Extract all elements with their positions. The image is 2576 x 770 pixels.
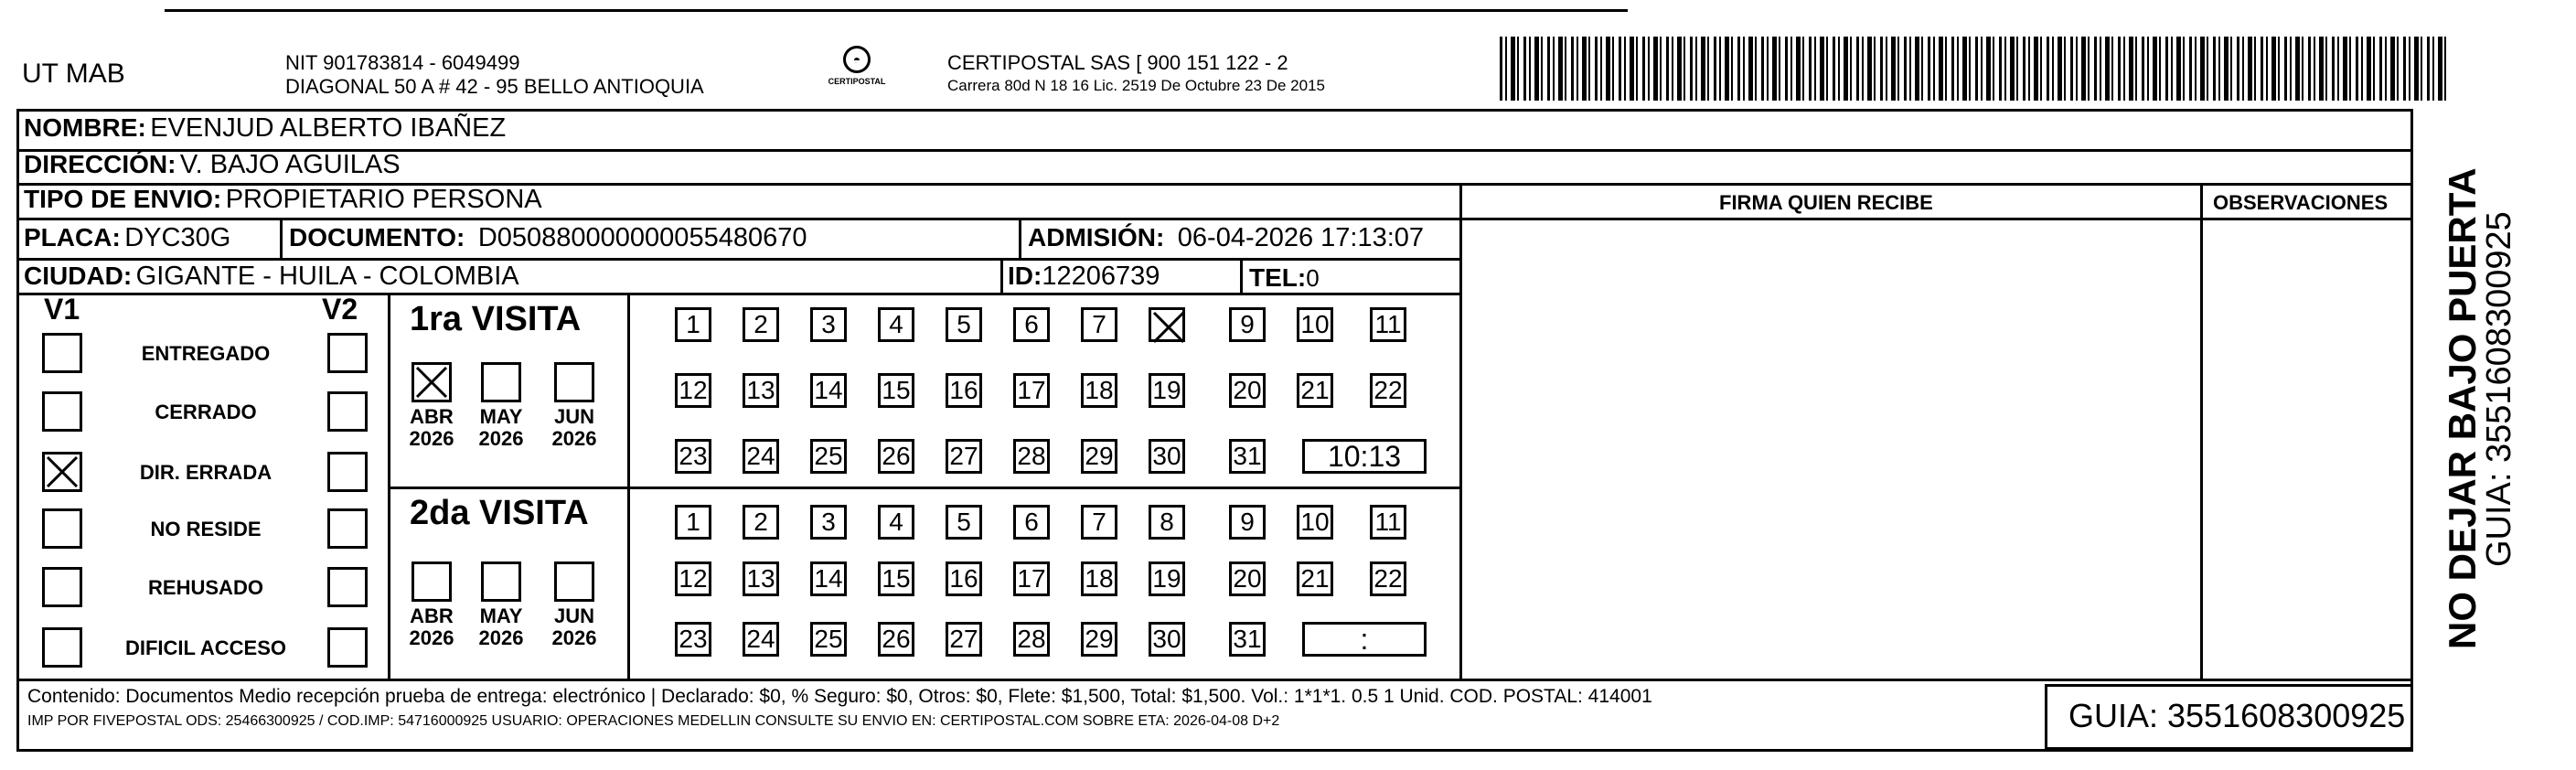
month-label: ABR 2026 [409,405,454,450]
day-box[interactable]: 1 [675,505,711,540]
status-label: DIFICIL ACCESO [124,636,286,659]
day-box[interactable]: 12 [675,561,711,596]
day-box[interactable]: 30 [1149,622,1185,657]
v1-checkbox[interactable] [42,333,82,373]
day-box[interactable]: 14 [810,373,847,408]
tel-row [1249,263,1320,293]
x-mark-icon [414,365,449,400]
day-box[interactable]: 10 [1297,307,1333,342]
day-box[interactable]: 5 [946,505,982,540]
day-box[interactable]: 13 [743,561,779,596]
placa-label: PLACA: [24,223,121,251]
v1-checkbox[interactable] [42,627,82,668]
month-label: ABR 2026 [409,604,454,649]
month-label: JUN 2026 [551,405,597,450]
footer-line-2: IMP POR FIVEPOSTAL ODS: 25466300925 / COD.IMP: 54716000925 USUARIO: OPERACIONES MEDELLIN CONSULTE SU ENVIO EN: CERTIPOSTAL.COM SOBRE ETA: 2026-04-08 D+2 [27,713,1280,729]
day-box[interactable]: 18 [1081,561,1117,596]
day-box[interactable]: 10 [1297,505,1333,540]
tel-value: 0 [1306,264,1320,292]
status-label: DIR. ERRADA [139,461,273,484]
day-box[interactable]: 27 [946,439,982,474]
top-rule [165,9,1628,12]
month-label: MAY 2026 [478,604,524,649]
logo-mark-icon: ◓ [843,46,871,73]
side-guia: GUIA: 3551608300925 [2480,211,2518,567]
day-box[interactable]: 16 [946,373,982,408]
cert-title: CERTIPOSTAL SAS [ 900 151 122 - 2 [947,51,1288,74]
day-box[interactable]: 19 [1149,373,1185,408]
day-box[interactable]: 2 [743,505,779,540]
day-box[interactable]: 17 [1013,561,1050,596]
day-box[interactable]: 1 [675,307,711,342]
day-box[interactable]: 31 [1229,439,1266,474]
barcode [1500,37,2451,101]
side-warning: NO DEJAR BAJO PUERTA [2441,167,2484,649]
day-box[interactable]: 15 [878,561,914,596]
month-checkbox[interactable] [554,561,594,602]
day-box[interactable]: 7 [1081,307,1117,342]
day-box[interactable]: 19 [1149,561,1185,596]
month-checkbox[interactable] [412,561,452,602]
documento-label: DOCUMENTO: [289,223,465,251]
footer-line-1: Contenido: Documentos Medio recepción prueba de entrega: electrónico | Declarado: $0, % Seguro: $0, Otros: $0, Flete: $1,500, Total: $1,500. Vol.: 1*1*1. 0.5 1 Unid. COD. POSTAL: 414001 [27,686,1652,707]
v2-checkbox[interactable] [327,391,368,432]
x-mark-icon [1151,310,1186,345]
tipo-value: PROPIETARIO PERSONA [225,185,542,214]
month-label: JUN 2026 [551,604,597,649]
placa-row [24,223,230,253]
day-box[interactable]: 13 [743,373,779,408]
nombre-value: EVENJUD ALBERTO IBAÑEZ [150,113,507,143]
day-box[interactable]: 4 [878,307,914,342]
day-box[interactable]: 9 [1229,307,1266,342]
day-box[interactable]: 29 [1081,439,1117,474]
day-box[interactable]: 15 [878,373,914,408]
cert-subtitle: Carrera 80d N 18 16 Lic. 2519 De Octubre 23 De 2015 [947,77,1325,94]
observaciones-column-line [2200,183,2203,680]
v1-checkbox[interactable] [42,452,82,492]
tel-label: TEL: [1249,263,1307,292]
day-box[interactable]: 9 [1229,505,1266,540]
day-box[interactable]: 26 [878,439,914,474]
observaciones-header: OBSERVACIONES [2213,191,2389,214]
month-checkbox[interactable] [554,362,594,402]
day-box[interactable] [1149,307,1185,342]
time-box[interactable]: : [1302,622,1427,657]
documento-value: D050880000000055480670 [477,223,807,252]
footer-divider [16,679,2413,681]
day-box[interactable]: 6 [1013,505,1050,540]
status-label: REHUSADO [148,576,263,599]
v1-checkbox[interactable] [42,567,82,607]
placa-value: DYC30G [124,223,231,252]
v1-checkbox[interactable] [42,508,82,549]
day-box[interactable]: 5 [946,307,982,342]
admision-row [1028,223,1424,253]
direccion-row [24,150,401,180]
cell-divider [1000,258,1003,294]
day-box[interactable]: 21 [1297,373,1333,408]
id-label: ID: [1008,262,1042,290]
direccion-label: DIRECCIÓN: [24,150,176,178]
documento-row [289,223,807,253]
first-visit-title: 1ra VISITA [410,300,582,338]
day-box[interactable]: 14 [810,561,847,596]
cell-divider [1019,218,1021,260]
day-box[interactable]: 3 [810,505,847,540]
day-box[interactable]: 28 [1013,622,1050,657]
id-value: 12206739 [1042,262,1160,291]
day-box[interactable]: 2 [743,307,779,342]
day-box[interactable]: 3 [810,307,847,342]
day-box[interactable]: 4 [878,505,914,540]
day-box[interactable]: 29 [1081,622,1117,657]
day-box[interactable]: 16 [946,561,982,596]
second-visit-title: 2da VISITA [410,494,589,532]
x-mark-icon [45,455,80,489]
day-box[interactable]: 20 [1229,373,1266,408]
month-checkbox[interactable] [481,561,521,602]
tipo-row [24,185,542,215]
day-box[interactable]: 25 [810,439,847,474]
direccion-value: V. BAJO AGUILAS [179,150,401,179]
status-label: ENTREGADO [141,342,271,365]
day-box[interactable]: 27 [946,622,982,657]
firma-header: FIRMA QUIEN RECIBE [1719,191,1933,214]
visit-divider [388,487,1461,489]
v2-checkbox[interactable] [327,508,368,549]
day-box[interactable]: 24 [743,439,779,474]
day-box[interactable]: 21 [1297,561,1333,596]
admision-value: 06-04-2026 17:13:07 [1177,223,1425,252]
firma-column-line [1459,183,1462,680]
v2-label: V2 [322,293,358,326]
guia-footer: GUIA: 3551608300925 [2068,697,2406,734]
ciudad-row [24,262,519,292]
day-box[interactable]: 20 [1229,561,1266,596]
day-box[interactable]: 25 [810,622,847,657]
day-box[interactable]: 6 [1013,307,1050,342]
cell-divider [1240,258,1243,294]
month-checkbox[interactable] [412,362,452,402]
day-box[interactable]: 22 [1370,561,1406,596]
ciudad-value: GIGANTE - HUILA - COLOMBIA [135,262,519,291]
v2-checkbox[interactable] [327,333,368,373]
v1-label: V1 [44,293,80,326]
row-divider [16,218,2413,220]
day-box[interactable]: 26 [878,622,914,657]
certipostal-logo [825,46,889,101]
admision-label: ADMISIÓN: [1028,223,1165,251]
day-box[interactable]: 30 [1149,439,1185,474]
v2-checkbox[interactable] [327,627,368,668]
day-box[interactable]: 11 [1370,307,1406,342]
nit-text: NIT 901783814 - 6049499 [285,51,520,74]
nombre-label: NOMBRE: [24,113,146,142]
logo-text: CERTIPOSTAL [828,77,886,86]
day-box[interactable]: 31 [1229,622,1266,657]
day-box[interactable]: 17 [1013,373,1050,408]
day-box[interactable]: 12 [675,373,711,408]
company-name: UT MAB [22,59,125,89]
day-box[interactable]: 23 [675,622,711,657]
status-label: NO RESIDE [150,518,262,540]
row-divider [16,258,1461,261]
day-box[interactable]: 22 [1370,373,1406,408]
v2-checkbox[interactable] [327,567,368,607]
cell-divider [280,218,283,260]
nombre-row [24,113,506,144]
day-box[interactable]: 23 [675,439,711,474]
time-box[interactable]: 10:13 [1302,439,1427,474]
day-box[interactable]: 8 [1149,505,1185,540]
month-label: MAY 2026 [478,405,524,450]
v1-checkbox[interactable] [42,391,82,432]
day-box[interactable]: 28 [1013,439,1050,474]
day-box[interactable]: 24 [743,622,779,657]
row-divider [16,293,1461,295]
id-row [1008,262,1160,292]
tipo-label: TIPO DE ENVIO: [24,185,222,213]
month-checkbox[interactable] [481,362,521,402]
day-box[interactable]: 18 [1081,373,1117,408]
status-label: CERRADO [155,401,257,423]
address-text: DIAGONAL 50 A # 42 - 95 BELLO ANTIOQUIA [285,75,704,98]
day-box[interactable]: 11 [1370,505,1406,540]
ciudad-label: CIUDAD: [24,262,133,290]
v2-checkbox[interactable] [327,452,368,492]
day-box[interactable]: 7 [1081,505,1117,540]
